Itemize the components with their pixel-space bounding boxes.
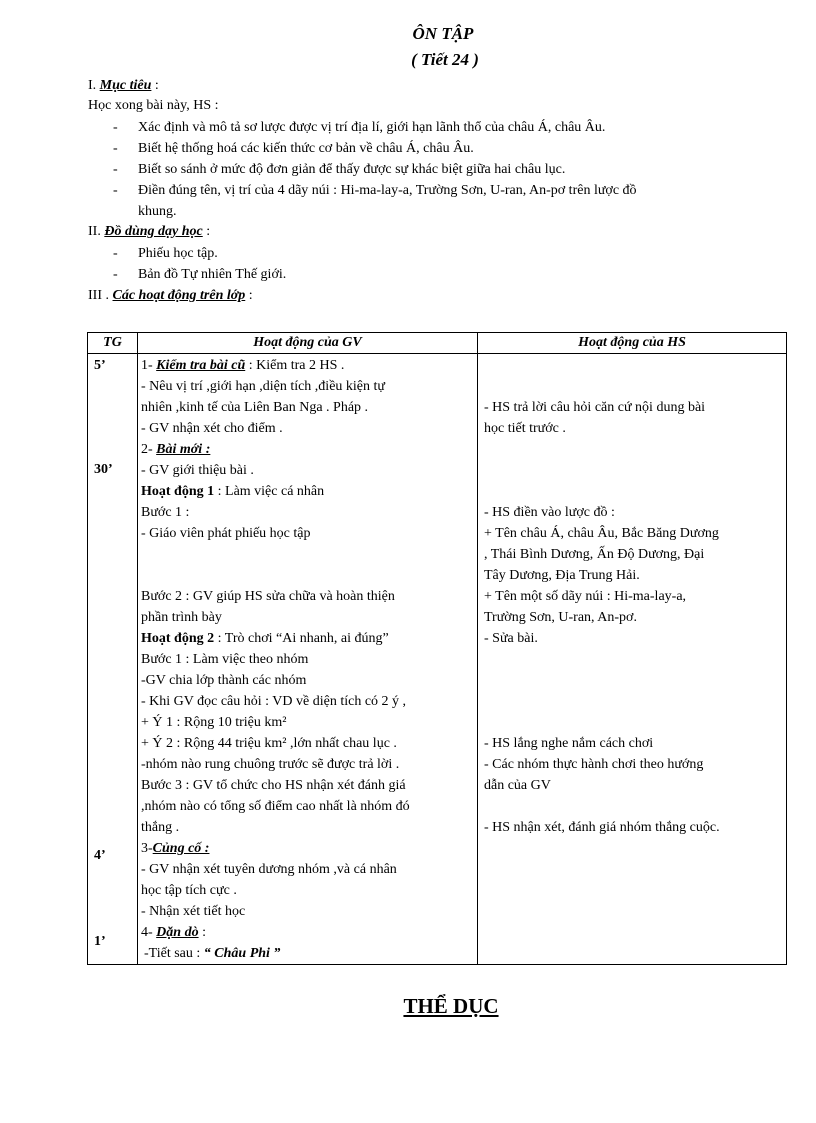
time-value: 5’	[94, 358, 106, 373]
section-suffix: :	[154, 78, 159, 93]
section-suffix: :	[248, 288, 253, 303]
section-label: Đồ dùng dạy học	[104, 224, 203, 239]
section-activities-heading	[88, 286, 253, 306]
teacher-column	[138, 354, 478, 965]
section-number: I.	[88, 78, 97, 93]
hs-line: , Thái Bình Dương, Ấn Độ Dương, Đại	[484, 547, 705, 562]
lesson-subtitle: ( Tiết 24 )	[411, 50, 479, 69]
gv-line: 3-Củng cố :	[141, 841, 210, 856]
hs-line: - HS điền vào lược đồ :	[484, 505, 615, 520]
activities-table	[87, 332, 787, 965]
table-header-row	[88, 333, 787, 354]
next-section-title: THỂ DỤC	[403, 994, 499, 1018]
gv-line: thắng .	[141, 820, 180, 835]
gv-line: 1- Kiểm tra bài cũ : Kiểm tra 2 HS .	[141, 358, 345, 373]
hs-line: - HS nhận xét, đánh giá nhóm thắng cuộc.	[484, 820, 720, 835]
gv-line: - GV nhận xét cho điểm .	[141, 421, 283, 436]
time-value: 30’	[94, 462, 113, 477]
section-number: II.	[88, 224, 101, 239]
hs-line: - Sửa bài.	[484, 631, 538, 646]
hs-line: - Các nhóm thực hành chơi theo hướng	[484, 757, 704, 772]
gv-line: - GV nhận xét tuyên dương nhóm ,và cá nhân	[141, 862, 397, 877]
hs-line: dẫn của GV	[484, 778, 551, 793]
table-row	[88, 354, 787, 965]
header-time: TG	[88, 333, 138, 354]
gv-line: ,nhóm nào có tổng số điểm cao nhất là nhóm đó	[141, 799, 410, 814]
time-column	[88, 354, 138, 965]
gv-line: + Ý 2 : Rộng 44 triệu km² ,lớn nhất chau lục .	[141, 736, 397, 751]
gv-line: - GV giới thiệu bài .	[141, 463, 254, 478]
gv-line: nhiên ,kinh tế của Liên Ban Nga . Pháp .	[141, 400, 369, 415]
student-column	[478, 354, 787, 965]
hs-line: Trường Sơn, U-ran, An-pơ.	[484, 610, 637, 625]
gv-line: Bước 3 : GV tổ chức cho HS nhận xét đánh giá	[141, 778, 406, 793]
time-value: 1’	[94, 934, 106, 949]
gv-line: 4- Dặn dò :	[141, 925, 206, 940]
gv-line: Bước 1 : Làm việc theo nhóm	[141, 652, 309, 667]
objectives-intro: Học xong bài này, HS :	[88, 98, 219, 113]
gv-line: Hoạt động 1 : Làm việc cá nhân	[141, 484, 325, 499]
gv-line: Bước 1 :	[141, 505, 190, 520]
gv-line: + Ý 1 : Rộng 10 triệu km²	[141, 715, 287, 730]
gv-line: -nhóm nào rung chuông trước sẽ được trả lời .	[141, 757, 400, 772]
section-number: III .	[88, 288, 109, 303]
gv-line: - Nhận xét tiết học	[141, 904, 246, 919]
hs-line: - HS trả lời câu hỏi căn cứ nội dung bài	[484, 400, 706, 415]
time-value: 4’	[94, 848, 106, 863]
hs-line: học tiết trước .	[484, 421, 566, 436]
gv-line: học tập tích cực .	[141, 883, 237, 898]
gv-line: Hoạt động 2 : Trò chơi “Ai nhanh, ai đúng”	[141, 631, 389, 646]
gv-line: - Nêu vị trí ,giới hạn ,diện tích ,điều kiện tự	[141, 379, 385, 394]
header-teacher: Hoạt động của GV	[138, 333, 478, 354]
section-label: Các hoạt động trên lớp	[112, 288, 246, 303]
gv-line: - Khi GV đọc câu hỏi : VD về diện tích có 2 ý ,	[141, 694, 407, 709]
section-materials-heading	[88, 222, 210, 242]
gv-line: -Tiết sau : “ Châu Phi ”	[144, 946, 281, 961]
gv-line: -GV chia lớp thành các nhóm	[141, 673, 307, 688]
gv-line: phần trình bày	[141, 610, 222, 625]
header-student: Hoạt động của HS	[478, 333, 787, 354]
document-page: ÔN TẬP ( Tiết 24 ) I. Mục tiêu : Học xong bài này, HS : - Xác định và mô tả sơ lược được vị trí địa lí, giới hạn lãnh thổ của châu Á, châu Âu. - Biết hệ thống hoá các kiến thức cơ bản về châu Á, châu Âu. - Biết so sánh ở mức độ đơn giản để thấy được sự khác biệt giữa hai châu lục. - Điền đúng tên, vị trí của 4 dãy núi : Hi-ma-lay-a, Trường Sơn, U-ran, An-pơ trên lược đồ khung. II. Đồ dùng dạy học : - Phiếu học tập. - Bản đồ Tự nhiên Thế giới. III . Các hoạt động trên lớp : TG Hoạt động của GV Hoạt động của HS 5’ 30’ 4’ 1’ 1- Kiểm tra bài cũ : Kiểm tra 2 HS . - Nêu vị trí ,giới hạn ,diện tích ,điều kiện tự nhiên ,kinh tế của Liên Ban Nga . Pháp . - GV nhận xét cho điểm . 2- Bài mới : - GV giới thiệu bài . Hoạt động 1 : Làm việc cá nhân Bước 1 : - Giáo viên phát phiếu học tập Bước 2 : GV giúp HS sửa chữa và hoàn thiện phần trình bày Hoạt động 2 : Trò chơi “Ai nhanh, ai đúng” Bước 1 : Làm việc theo nhóm -GV chia lớp thành các nhóm - Khi GV đọc câu hỏi : VD về diện tích có 2 ý , + Ý 1 : Rộng 10 triệu km² + Ý 2 : Rộng 44 triệu km² ,lớn nhất chau lục . -nhóm nào rung chuông trước sẽ được trả lời . Bước 3 : GV tổ chức cho HS nhận xét đánh giá ,nhóm nào có tổng số điểm cao nhất là nhóm đó thắng . 3-Củng cố : - GV nhận xét tuyên dương nhóm ,và cá nhân học tập tích cực . - Nhận xét tiết học 4- Dặn dò : -Tiết sau : “ Châu Phi ” - HS trả lời câu hỏi căn cứ nội dung bài học tiết trước . - HS điền vào lược đồ : + Tên châu Á, châu Âu, Bắc Băng Dương , Thái Bình Dương, Ấn Độ Dương, Đại Tây Dương, Địa Trung Hải. + Tên một số dãy núi : Hi-ma-lay-a, Trường Sơn, U-ran, An-pơ. - Sửa bài. - HS lắng nghe nắm cách chơi - Các nhóm thực hành chơi theo hướng dẫn của GV - HS nhận xét, đánh giá nhóm thắng cuộc. THỂ DỤC	[0, 0, 816, 1123]
hs-line: - HS lắng nghe nắm cách chơi	[484, 736, 654, 751]
section-label: Mục tiêu	[99, 78, 152, 93]
lesson-title: ÔN TẬP	[412, 24, 474, 43]
gv-line: - Giáo viên phát phiếu học tập	[141, 526, 311, 541]
section-objectives-heading	[88, 76, 159, 96]
section-suffix: :	[206, 224, 211, 239]
hs-line: + Tên một số dãy núi : Hi-ma-lay-a,	[484, 589, 687, 604]
gv-line: 2- Bài mới :	[141, 442, 211, 457]
hs-line: Tây Dương, Địa Trung Hải.	[484, 568, 640, 583]
hs-line: + Tên châu Á, châu Âu, Bắc Băng Dương	[484, 526, 719, 541]
gv-line: Bước 2 : GV giúp HS sửa chữa và hoàn thiện	[141, 589, 395, 604]
